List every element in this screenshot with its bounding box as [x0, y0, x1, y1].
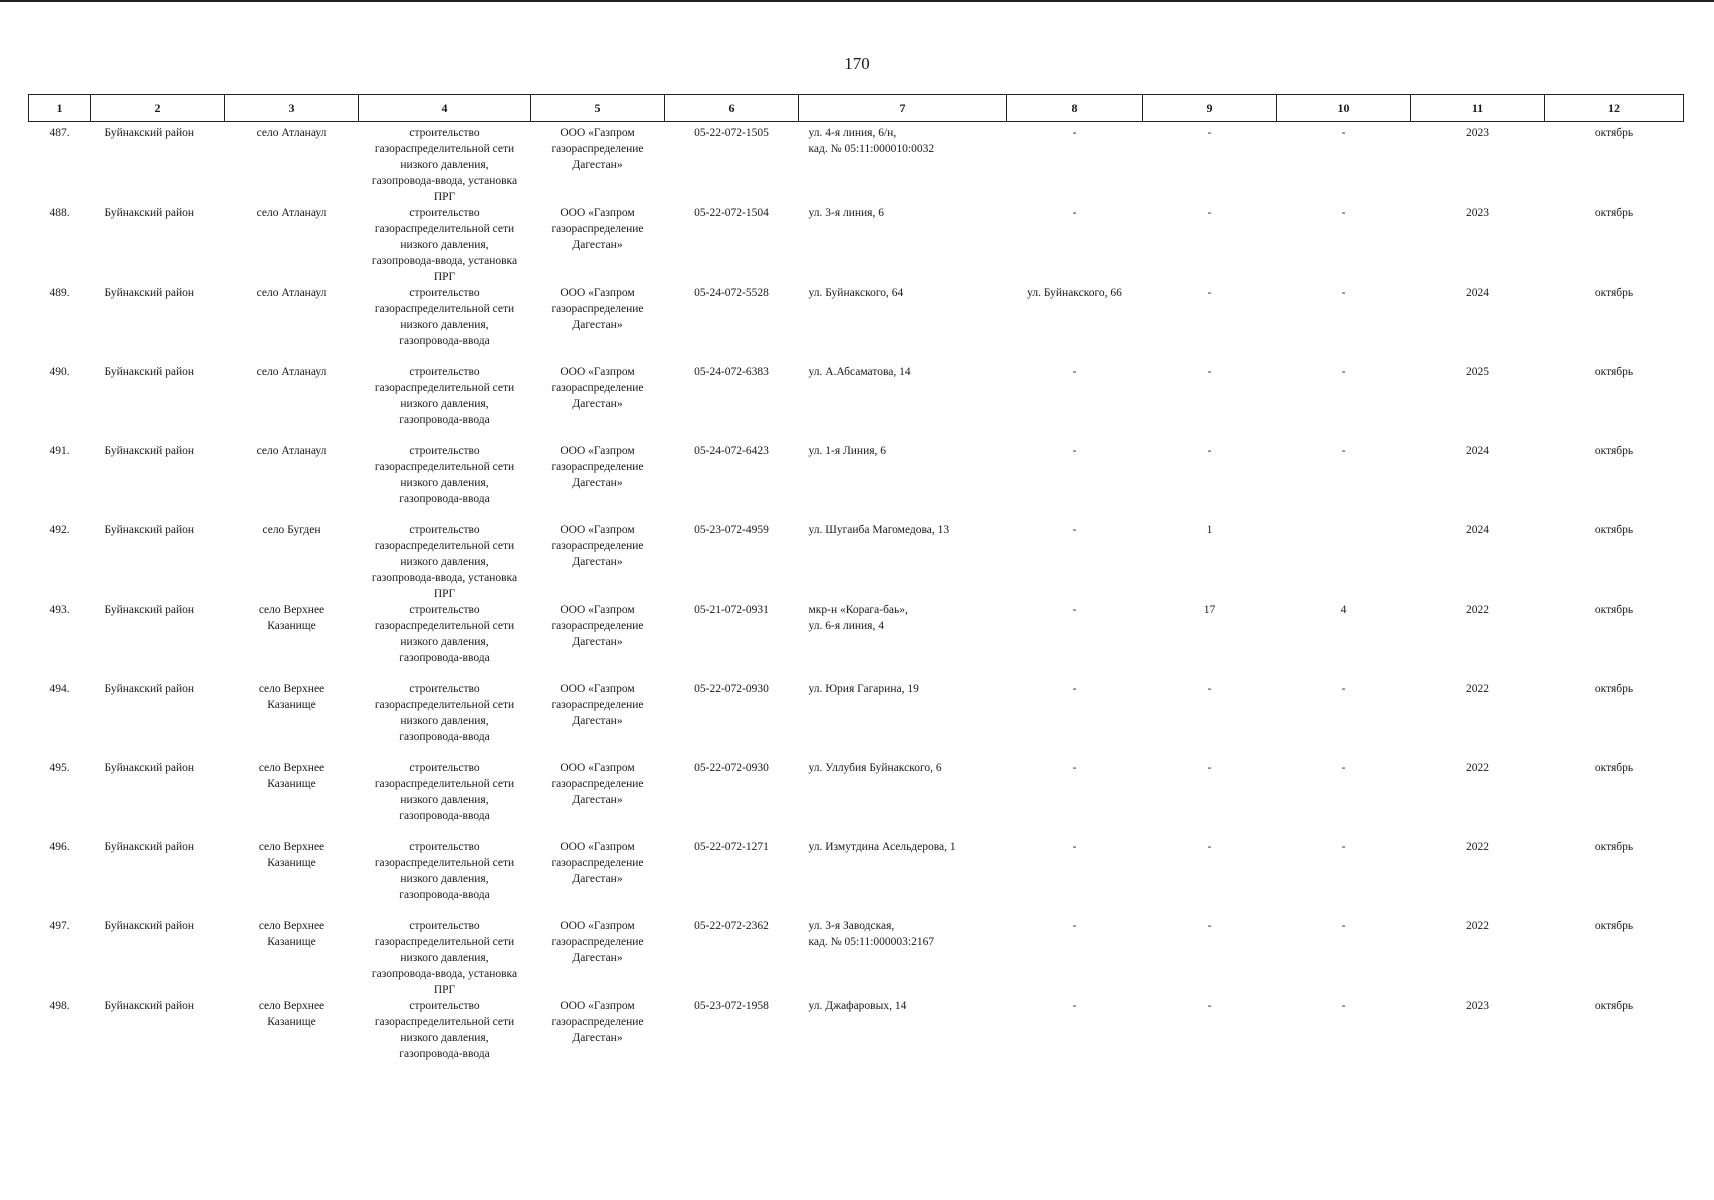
column-header: 1	[29, 95, 91, 122]
work-description-cell: строительство газораспределительной сети низкого давления, газопровода-ввода	[374, 683, 515, 743]
address-cell: ул. 1-я Линия, 6	[808, 445, 887, 457]
column-10-cell: -	[1341, 920, 1346, 932]
settlement-cell: село Верхнее Казанище	[258, 604, 325, 632]
organization-cell: ООО «Газпром газораспределение Дагестан»	[551, 366, 644, 410]
column-10-cell: -	[1341, 127, 1346, 139]
address-cell: ул. Буйнакского, 64	[808, 287, 904, 299]
organization-cell: ООО «Газпром газораспределение Дагестан»	[551, 604, 644, 648]
month-cell: октябрь	[1594, 920, 1634, 932]
column-header: 11	[1411, 95, 1545, 122]
month-cell: октябрь	[1594, 841, 1634, 853]
column-9-cell: -	[1207, 366, 1212, 378]
district-cell: Буйнакский район	[104, 287, 195, 299]
work-description-cell: строительство газораспределительной сети низкого давления, газопровода-ввода	[374, 1000, 515, 1060]
district-cell: Буйнакский район	[104, 920, 195, 932]
organization-cell: ООО «Газпром газораспределение Дагестан»	[551, 920, 644, 964]
column-9-cell: -	[1207, 683, 1212, 695]
table-row	[29, 681, 1684, 760]
address-cell: мкр-н «Корага-баь», ул. 6-я линия, 4	[808, 604, 908, 632]
column-header: 10	[1277, 95, 1411, 122]
organization-cell: ООО «Газпром газораспределение Дагестан»	[551, 762, 644, 806]
column-header: 2	[91, 95, 225, 122]
registry-table	[28, 94, 1684, 1077]
district-cell: Буйнакский район	[104, 841, 195, 853]
column-header: 4	[359, 95, 531, 122]
district-cell: Буйнакский район	[104, 604, 195, 616]
row-number-cell: 492.	[49, 524, 70, 536]
address-cell: ул. Джафаровых, 14	[808, 1000, 907, 1012]
column-8-cell: -	[1072, 366, 1077, 378]
object-code-cell: 05-22-072-0930	[694, 683, 769, 695]
column-8-cell: -	[1072, 683, 1077, 695]
column-9-cell: -	[1207, 445, 1212, 457]
table-row	[29, 998, 1684, 1077]
year-cell: 2022	[1466, 762, 1489, 774]
address-cell: ул. Измутдина Асельдерова, 1	[808, 841, 956, 853]
year-cell: 2022	[1466, 841, 1489, 853]
month-cell: октябрь	[1594, 762, 1634, 774]
district-cell: Буйнакский район	[104, 1000, 195, 1012]
top-rule	[0, 0, 1714, 2]
table-row	[29, 122, 1684, 206]
column-9-cell: -	[1207, 127, 1212, 139]
row-number-cell: 487.	[49, 127, 70, 139]
address-cell: ул. Уллубия Буйнакского, 6	[808, 762, 942, 774]
column-8-cell: -	[1072, 1000, 1077, 1012]
month-cell: октябрь	[1594, 207, 1634, 219]
table-row	[29, 522, 1684, 602]
settlement-cell: село Атланаул	[256, 366, 327, 378]
month-cell: октябрь	[1594, 604, 1634, 616]
column-8-cell: -	[1072, 762, 1077, 774]
district-cell: Буйнакский район	[104, 207, 195, 219]
row-number-cell: 490.	[49, 366, 70, 378]
address-cell: ул. А.Абсаматова, 14	[808, 366, 911, 378]
year-cell: 2024	[1466, 287, 1489, 299]
month-cell: октябрь	[1594, 524, 1634, 536]
settlement-cell: село Бугден	[262, 524, 321, 536]
district-cell: Буйнакский район	[104, 445, 195, 457]
row-number-cell: 495.	[49, 762, 70, 774]
settlement-cell: село Верхнее Казанище	[258, 1000, 325, 1028]
organization-cell: ООО «Газпром газораспределение Дагестан»	[551, 287, 644, 331]
organization-cell: ООО «Газпром газораспределение Дагестан»	[551, 683, 644, 727]
address-cell: ул. 4-я линия, 6/н, кад. № 05:11:000010:0032	[808, 127, 935, 155]
column-9-cell: -	[1207, 920, 1212, 932]
column-8-cell: -	[1072, 604, 1077, 616]
organization-cell: ООО «Газпром газораспределение Дагестан»	[551, 127, 644, 171]
month-cell: октябрь	[1594, 445, 1634, 457]
row-number-cell: 494.	[49, 683, 70, 695]
work-description-cell: строительство газораспределительной сети низкого давления, газопровода-ввода	[374, 762, 515, 822]
column-9-cell: 1	[1206, 524, 1213, 536]
object-code-cell: 05-24-072-5528	[694, 287, 769, 299]
settlement-cell: село Атланаул	[256, 445, 327, 457]
month-cell: октябрь	[1594, 287, 1634, 299]
month-cell: октябрь	[1594, 366, 1634, 378]
column-10-cell: -	[1341, 207, 1346, 219]
district-cell: Буйнакский район	[104, 127, 195, 139]
column-header: 9	[1143, 95, 1277, 122]
district-cell: Буйнакский район	[104, 683, 195, 695]
row-number-cell: 493.	[49, 604, 70, 616]
column-header: 7	[799, 95, 1007, 122]
settlement-cell: село Атланаул	[256, 287, 327, 299]
column-10-cell: -	[1341, 762, 1346, 774]
object-code-cell: 05-24-072-6423	[694, 445, 769, 457]
year-cell: 2023	[1466, 1000, 1489, 1012]
table-row	[29, 839, 1684, 918]
year-cell: 2024	[1466, 524, 1489, 536]
object-code-cell: 05-22-072-1504	[694, 207, 769, 219]
address-cell: ул. Юрия Гагарина, 19	[808, 683, 919, 695]
organization-cell: ООО «Газпром газораспределение Дагестан»	[551, 524, 644, 568]
column-10-cell: -	[1341, 445, 1346, 457]
year-cell: 2022	[1466, 920, 1489, 932]
column-header: 3	[225, 95, 359, 122]
work-description-cell: строительство газораспределительной сети низкого давления, газопровода-ввода, установка ПРГ	[371, 524, 518, 600]
column-9-cell: -	[1207, 762, 1212, 774]
year-cell: 2023	[1466, 207, 1489, 219]
column-10-cell: -	[1341, 841, 1346, 853]
column-10-cell: 4	[1340, 604, 1347, 616]
year-cell: 2024	[1466, 445, 1489, 457]
district-cell: Буйнакский район	[104, 366, 195, 378]
address-cell: ул. 3-я линия, 6	[808, 207, 884, 219]
work-description-cell: строительство газораспределительной сети низкого давления, газопровода-ввода	[374, 287, 515, 347]
column-8-cell: -	[1072, 127, 1077, 139]
row-number-cell: 498.	[49, 1000, 70, 1012]
column-9-cell: 17	[1203, 604, 1216, 616]
year-cell: 2025	[1466, 366, 1489, 378]
table-row	[29, 285, 1684, 364]
column-9-cell: -	[1207, 841, 1212, 853]
table-row	[29, 602, 1684, 681]
table-row	[29, 205, 1684, 285]
table-row	[29, 918, 1684, 998]
object-code-cell: 05-24-072-6383	[694, 366, 769, 378]
settlement-cell: село Атланаул	[256, 207, 327, 219]
column-10-cell: -	[1341, 1000, 1346, 1012]
object-code-cell: 05-22-072-0930	[694, 762, 769, 774]
column-10-cell: -	[1341, 366, 1346, 378]
column-9-cell: -	[1207, 207, 1212, 219]
object-code-cell: 05-23-072-4959	[694, 524, 769, 536]
row-number-cell: 489.	[49, 287, 70, 299]
work-description-cell: строительство газораспределительной сети низкого давления, газопровода-ввода	[374, 604, 515, 664]
organization-cell: ООО «Газпром газораспределение Дагестан»	[551, 445, 644, 489]
object-code-cell: 05-22-072-2362	[694, 920, 769, 932]
address-cell: ул. Шугаиба Магомедова, 13	[808, 524, 950, 536]
organization-cell: ООО «Газпром газораспределение Дагестан»	[551, 207, 644, 251]
table-row	[29, 364, 1684, 443]
column-10-cell: -	[1341, 287, 1346, 299]
column-header: 8	[1007, 95, 1143, 122]
organization-cell: ООО «Газпром газораспределение Дагестан»	[551, 1000, 644, 1044]
row-number-cell: 497.	[49, 920, 70, 932]
column-header: 5	[531, 95, 665, 122]
column-header: 6	[665, 95, 799, 122]
work-description-cell: строительство газораспределительной сети низкого давления, газопровода-ввода	[374, 366, 515, 426]
address-cell: ул. 3-я Заводская, кад. № 05:11:000003:2167	[808, 920, 935, 948]
column-8-cell: -	[1072, 524, 1077, 536]
column-9-cell: -	[1207, 1000, 1212, 1012]
column-8-cell: -	[1072, 207, 1077, 219]
organization-cell: ООО «Газпром газораспределение Дагестан»	[551, 841, 644, 885]
column-8-cell: -	[1072, 445, 1077, 457]
settlement-cell: село Верхнее Казанище	[258, 920, 325, 948]
column-header: 12	[1545, 95, 1684, 122]
object-code-cell: 05-23-072-1958	[694, 1000, 769, 1012]
work-description-cell: строительство газораспределительной сети низкого давления, газопровода-ввода, установка ПРГ	[371, 920, 518, 996]
year-cell: 2022	[1466, 683, 1489, 695]
work-description-cell: строительство газораспределительной сети низкого давления, газопровода-ввода, установка ПРГ	[371, 207, 518, 283]
district-cell: Буйнакский район	[104, 762, 195, 774]
table-body	[29, 122, 1684, 1078]
settlement-cell: село Атланаул	[256, 127, 327, 139]
month-cell: октябрь	[1594, 1000, 1634, 1012]
row-number-cell: 491.	[49, 445, 70, 457]
object-code-cell: 05-22-072-1271	[694, 841, 769, 853]
work-description-cell: строительство газораспределительной сети низкого давления, газопровода-ввода	[374, 445, 515, 505]
column-10-cell: -	[1341, 683, 1346, 695]
row-number-cell: 496.	[49, 841, 70, 853]
month-cell: октябрь	[1594, 127, 1634, 139]
column-8-cell: -	[1072, 841, 1077, 853]
work-description-cell: строительство газораспределительной сети низкого давления, газопровода-ввода	[374, 841, 515, 901]
work-description-cell: строительство газораспределительной сети низкого давления, газопровода-ввода, установка ПРГ	[371, 127, 518, 203]
object-code-cell: 05-21-072-0931	[694, 604, 769, 616]
page-number: 170	[844, 54, 870, 73]
object-code-cell: 05-22-072-1505	[694, 127, 769, 139]
table-row	[29, 760, 1684, 839]
row-number-cell: 488.	[49, 207, 70, 219]
table-row	[29, 443, 1684, 522]
column-8-cell: -	[1072, 920, 1077, 932]
year-cell: 2023	[1466, 127, 1489, 139]
column-10-cell	[1277, 522, 1411, 602]
settlement-cell: село Верхнее Казанище	[258, 683, 325, 711]
column-9-cell: -	[1207, 287, 1212, 299]
year-cell: 2022	[1466, 604, 1489, 616]
column-8-cell: ул. Буйнакского, 66	[1027, 287, 1122, 299]
month-cell: октябрь	[1594, 683, 1634, 695]
district-cell: Буйнакский район	[104, 524, 195, 536]
header-row	[29, 95, 1684, 122]
settlement-cell: село Верхнее Казанище	[258, 762, 325, 790]
settlement-cell: село Верхнее Казанище	[258, 841, 325, 869]
